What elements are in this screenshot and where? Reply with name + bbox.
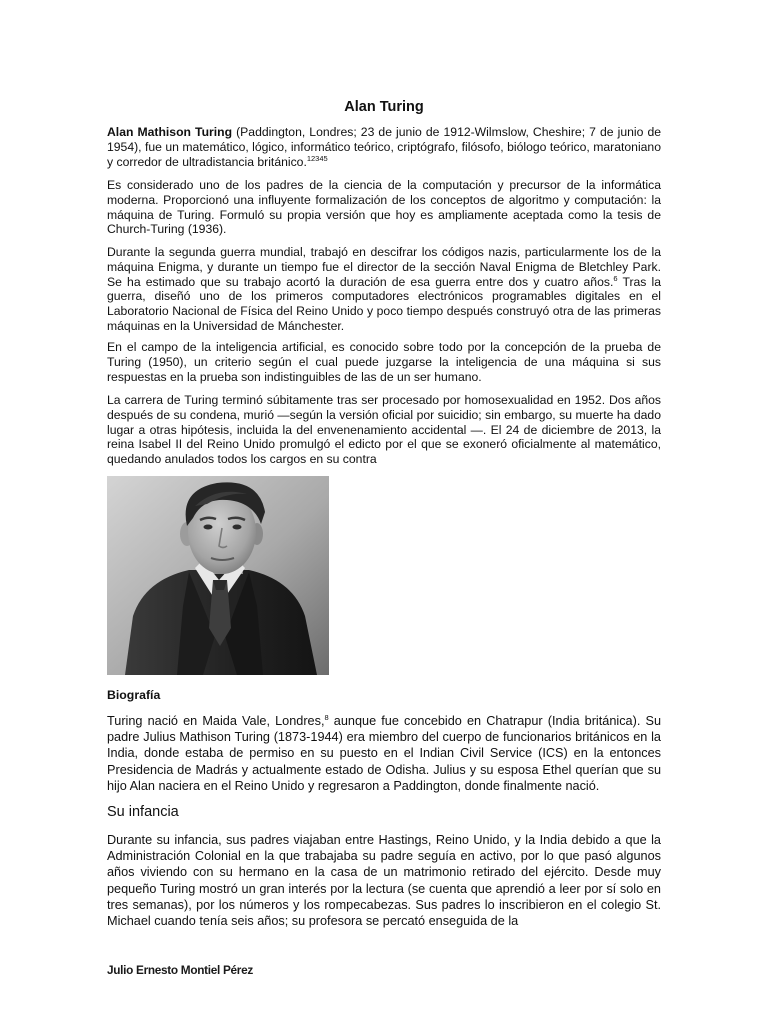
subject-name: Alan Mathison Turing bbox=[107, 125, 233, 139]
computing-paragraph: Es considerado uno de los padres de la ciencia de la computación y precursor de la informática moderna. Proporcionó una influyente formalización de los conceptos de algoritmo y computación: la máquina de Turing. Formuló su propia versión que hoy es ampliamente aceptada como la tesis de Church-Turing (1936). bbox=[107, 178, 661, 237]
childhood-paragraph: Durante su infancia, sus padres viajaban entre Hastings, Reino Unido, y la India debido a que la Administración Colonial en la que trabajaba su padre seguía en activo, por lo que pasó algunos años viviendo con su hermano en la casa de un matrimonio retirado del ejército. Desde muy pequeño Turing mostró un gran interés por la lectura (se cuenta que aprendió a leer por sí solo en tres semanas), por los números y los rompecabezas. Sus padres lo inscribieron en el colegio St. Michael cuando tenía seis años; su profesora se percató enseguida de la bbox=[107, 833, 661, 929]
author-footer: Julio Ernesto Montiel Pérez bbox=[107, 963, 253, 977]
childhood-heading: Su infancia bbox=[107, 804, 179, 820]
reference-link[interactable]: 6 bbox=[613, 273, 618, 283]
biography-paragraph bbox=[107, 713, 661, 794]
biography-heading: Biografía bbox=[107, 688, 161, 702]
page-title: Alan Turing bbox=[344, 99, 424, 115]
reference-link[interactable]: 8 bbox=[324, 712, 329, 722]
intro-text: (Paddington, Londres; 23 de junio de 1912-Wilmslow, Cheshire; 7 de junio de 1954), fue un matemático, lógico, informático teórico, criptógrafo, filósofo, biólogo teórico, maratoniano y corredor de ultradistancia británico. bbox=[107, 125, 661, 169]
biography-text-start: Turing nació en Maida Vale, Londres, bbox=[107, 714, 325, 728]
intro-paragraph bbox=[107, 125, 661, 169]
portrait-photo bbox=[107, 476, 329, 675]
career-paragraph: La carrera de Turing terminó súbitamente tras ser procesado por homosexualidad en 1952. Dos años después de su condena, murió —según la versión oficial por suicidio; sin embargo, su muerte ha dado lugar a otras hipótesis, incluida la del envenenamiento accidental —. El 24 de diciembre de 2013, la reina Isabel II del Reino Unido promulgó el edicto por el que se exoneró oficialmente al matemático, quedando anulados todos los cargos en su contra bbox=[107, 393, 661, 467]
reference-link[interactable]: 12345 bbox=[306, 153, 328, 163]
war-paragraph bbox=[107, 245, 661, 334]
war-text-end: Tras la guerra, diseñó uno de los primeros computadores electrónicos programables digitales en el Laboratorio Nacional de Física del Reino Unido y poco tiempo después construyó otra de las primeras máquinas en la Universidad de Mánchester. bbox=[107, 274, 661, 333]
war-text-start: Durante la segunda guerra mundial, trabajó en descifrar los códigos nazis, particularmente los de la máquina Enigma, y durante un tiempo fue el director de la sección Naval Enigma de Bletchley Park. Se ha estimado que su trabajo acortó la duración de esa guerra entre dos y cuatro años. bbox=[107, 245, 661, 289]
biography-text-end: aunque fue concebido en Chatrapur (India británica). Su padre Julius Mathison Turing (1873-1944) era miembro del cuerpo de funcionarios británicos en la India, donde estaba de permiso en su puesto en el Indian Civil Service (ICS) en la entonces Presidencia de Madrás y actualmente estado de Odisha. Julius y su esposa Ethel querían que su hijo Alan naciera en el Reino Unido y regresaron a Paddington, donde finalmente nació. bbox=[107, 714, 661, 793]
ai-paragraph: En el campo de la inteligencia artificial, es conocido sobre todo por la concepción de la prueba de Turing (1950), un criterio según el cual puede juzgarse la inteligencia de una máquina si sus respuestas en la prueba son indistinguibles de las de un ser humano. bbox=[107, 340, 661, 384]
